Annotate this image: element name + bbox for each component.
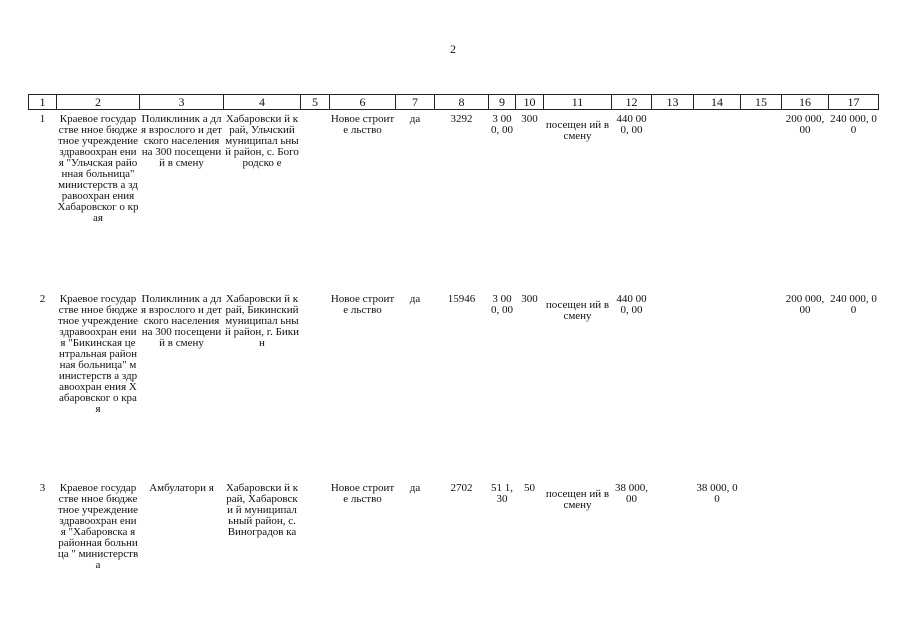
cell-unit: посещен ий в смену <box>545 487 610 511</box>
cell-value: 3 00 0, 00 <box>491 113 513 136</box>
cell-number: 3 <box>39 481 46 494</box>
cell-value: 51 1, 30 <box>491 481 513 505</box>
cell-type: Новое строите льство <box>330 481 395 505</box>
cell-amount: 440 000, 00 <box>616 113 647 136</box>
cell-unit: посещен ий в смену <box>545 298 610 322</box>
column-header: 15 <box>741 95 782 110</box>
cell-value: 15946 <box>447 292 476 305</box>
cell-value: 50 <box>524 481 535 494</box>
cell-amount <box>652 479 694 619</box>
cell-amount <box>741 479 782 619</box>
cell-amount <box>694 110 741 290</box>
cell-value: 2702 <box>450 481 473 494</box>
column-header: 2 <box>57 95 140 110</box>
cell-location: Хабаровски й край, Ульчский муниципал ьный район, с. Богородско е <box>225 113 299 169</box>
cell-institution: Краевое государстве нное бюджетное учреждение здравоохран ения "Бикинская центральная районная больница" министерств а здравоохран ения Хабаровског о края <box>57 292 139 415</box>
cell-amount: 240 000, 00 <box>830 113 877 136</box>
cell-location: Хабаровски й край, Хабаровски й муниципал ьный район, с. Виноградов ка <box>225 481 299 538</box>
cell-value: 3 00 0, 00 <box>491 292 513 316</box>
table-row <box>29 290 879 479</box>
table-row <box>29 110 879 290</box>
cell <box>301 290 330 479</box>
cell <box>301 110 330 290</box>
cell-amount <box>652 290 694 479</box>
cell-flag: да <box>409 113 421 125</box>
cell-amount: 440 000, 00 <box>616 292 647 316</box>
cell-amount <box>829 479 879 619</box>
cell-number: 1 <box>39 113 46 125</box>
column-header: 4 <box>224 95 301 110</box>
cell-flag: да <box>409 481 421 494</box>
data-table <box>28 94 879 619</box>
cell-amount: 200 000, 00 <box>785 292 825 316</box>
cell-value: 300 <box>521 292 538 305</box>
cell-flag: да <box>409 292 421 305</box>
cell-amount <box>741 110 782 290</box>
cell-amount: 240 000, 00 <box>830 292 877 316</box>
cell-type: Новое строите льство <box>330 292 395 316</box>
column-header: 3 <box>140 95 224 110</box>
cell-number: 2 <box>39 292 46 305</box>
cell-institution: Краевое государстве нное бюджетное учреждение здравоохран ения "Ульчская районная больница" министерств а здравоохран ения Хабаровског о края <box>57 113 139 224</box>
column-header: 16 <box>782 95 829 110</box>
column-header: 11 <box>544 95 612 110</box>
cell-type: Новое строите льство <box>330 113 395 136</box>
cell-value: 300 <box>521 113 538 125</box>
column-header: 9 <box>489 95 516 110</box>
cell-object: Поликлиник а для взрослого и детского населения на 300 посещений в смену <box>141 292 222 349</box>
cell-value: 3292 <box>450 113 473 125</box>
column-header: 1 <box>29 95 57 110</box>
cell-amount <box>782 479 829 619</box>
cell-amount: 38 000, 00 <box>615 481 648 505</box>
column-header: 14 <box>694 95 741 110</box>
cell-object: Амбулатори я <box>149 481 214 494</box>
cell-unit: посещен ий в смену <box>545 119 610 142</box>
column-header: 6 <box>330 95 396 110</box>
cell <box>301 479 330 619</box>
column-header: 7 <box>396 95 435 110</box>
cell-amount <box>652 110 694 290</box>
cell-amount <box>694 290 741 479</box>
cell-amount <box>741 290 782 479</box>
page-number: 2 <box>450 42 456 56</box>
cell-institution: Краевое государстве нное бюджетное учреждение здравоохран ения "Хабаровска я районная больница " министерств а <box>57 481 139 571</box>
column-header: 8 <box>435 95 489 110</box>
column-header: 12 <box>612 95 652 110</box>
header-row <box>29 95 879 110</box>
column-header: 5 <box>301 95 330 110</box>
cell-location: Хабаровски й край, Бикинский муниципал ьный район, г. Бикин <box>225 292 299 349</box>
table-row <box>29 479 879 619</box>
cell-object: Поликлиник а для взрослого и детского населения на 300 посещений в смену <box>141 113 222 169</box>
column-header: 17 <box>829 95 879 110</box>
cell-amount: 38 000, 00 <box>696 481 738 505</box>
cell-amount: 200 000, 00 <box>785 113 825 136</box>
column-header: 10 <box>516 95 544 110</box>
column-header: 13 <box>652 95 694 110</box>
